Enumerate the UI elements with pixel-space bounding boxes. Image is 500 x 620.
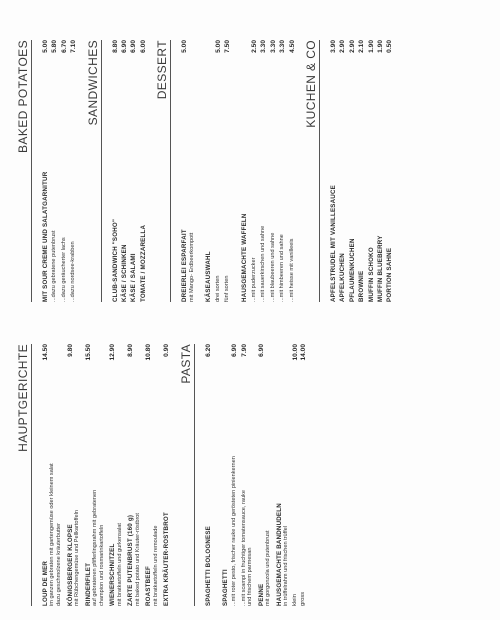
item-price: 15.50 [84, 344, 92, 361]
item-price: 1.90 [367, 40, 375, 53]
menu-item: ROASTBEEF mit bratkartoffeln und remoulade 10.80 [145, 344, 159, 606]
menu-item: ...dazu geräucherter lachs 6.70 [60, 40, 68, 302]
menu-item: BROWNIE 2.10 [358, 40, 366, 302]
section-heading-baked-potatoes: BAKED POTATOES [16, 40, 32, 302]
section-heading-kuchen: KUCHEN & CO [304, 40, 320, 302]
menu-item: ...mit heisse mit vanilleeis 4.50 [288, 40, 296, 302]
item-price: 5.00 [181, 40, 189, 53]
section-heading-sandwiches: SANDWICHES [86, 40, 102, 302]
menu-item: KÄSE / SCHINKEN 6.90 [121, 40, 129, 302]
item-price: 6.90 [231, 344, 239, 357]
item-price: 7.10 [70, 40, 78, 53]
menu-item: HAUSGEMACHTE BANDNUDELN in trüffelrahm und frischen trüffel [276, 503, 290, 606]
menu-item: KÄSE / SALAMI 6.90 [130, 40, 138, 302]
menu-item: PENNE mit gorgonzola und putenbrust 6.90 [258, 344, 272, 606]
menu-item: TOMATE / MOZZARELLA 6.00 [139, 40, 147, 302]
menu-item: ...dazu gebratene putenbrust 5.80 [51, 40, 59, 302]
menu-item: drei sorten 5.00 [214, 40, 222, 302]
item-price: 6.70 [60, 40, 68, 53]
item-price: 6.90 [121, 40, 129, 53]
item-price: 3.90 [329, 40, 337, 53]
item-price: 1.90 [376, 40, 384, 53]
size-option: klein 10.00 [292, 344, 299, 606]
menu-item: CLUB-SANDWICH "SOHO" 8.80 [111, 40, 119, 302]
menu-item: ...mit scampi in fruchtiger tomatensauce, rauke und frischem parmesan 7.90 [240, 344, 254, 606]
menu-item: HAUSGEMACHTE WAFFELN [241, 213, 249, 302]
menu-item: SPAGHETTI BOLOGNESE 6.20 [204, 344, 212, 606]
menu-item: APFELKUCHEN 2.90 [339, 40, 347, 302]
menu-item: ...mit blaubeeren und sahne 3.30 [269, 40, 277, 302]
menu-item: PFLAUMENKUCHEN 2.90 [348, 40, 356, 302]
item-price: 8.90 [127, 344, 135, 357]
item-price: 10.80 [145, 344, 153, 361]
item-price: 4.50 [288, 40, 296, 53]
size-option: gross 14.00 [300, 344, 308, 606]
item-price: 2.90 [348, 40, 356, 53]
item-price: 8.80 [111, 40, 119, 53]
section-baked-potatoes [42, 40, 78, 302]
menu-item: ...mit himbeeren und sahne 3.30 [279, 40, 287, 302]
item-price: 6.90 [130, 40, 138, 53]
menu-item: ...mit puderzucker 2.50 [250, 40, 258, 302]
item-price: 14.50 [42, 344, 49, 361]
menu-item: EXTRA KRÄUTER-ROSTBROT 0.90 [163, 344, 171, 606]
menu-item: RINDERFILET auf gebratenen pfifferlingsrahm mit gebratenen champion und rosmarinkartoffeln 15.50 [84, 344, 105, 606]
section-kuchen [330, 40, 394, 302]
section-heading-hauptgerichte: HAUPTGERICHTE [16, 344, 32, 606]
menu-item: PORTION SAHNE 0.50 [386, 40, 394, 302]
item-price: 2.50 [250, 40, 258, 53]
item-price: 6.90 [258, 344, 265, 357]
section-hauptgerichte [42, 344, 171, 606]
right-column [14, 40, 402, 302]
item-price: 5.80 [51, 40, 59, 53]
item-price: 5.00 [42, 40, 49, 53]
menu-item: ...mit roter pesto, frischer rauke und gerösteten pinienkernen 6.90 [231, 344, 239, 606]
item-price: 12.90 [109, 344, 117, 361]
item-price: 14.00 [300, 344, 308, 361]
section-dessert [181, 40, 296, 302]
item-price: 3.30 [260, 40, 268, 53]
item-price: 7.90 [240, 344, 248, 357]
item-price: 0.50 [386, 40, 394, 53]
item-price: 5.00 [214, 40, 222, 53]
menu-item: KÄSEAUSWAHL [205, 251, 213, 302]
menu-item: KÖNIGSBERGER KLOPSE mit Rübchengemüse und Pellkartoffeln 9.80 [66, 344, 80, 606]
left-column [14, 344, 316, 606]
item-price: 2.10 [358, 40, 366, 53]
menu-item: MUFFIN BLUEBERRY 1.90 [376, 40, 384, 302]
item-price: 10.00 [292, 344, 299, 361]
item-price: 0.90 [163, 344, 171, 357]
section-sandwiches [112, 40, 148, 302]
menu-item: SPAGHETTI [222, 569, 229, 606]
item-price: 3.30 [269, 40, 277, 53]
menu-item: fünf sorten 7.50 [224, 40, 232, 302]
menu-item: ...dazu nordsee-krabben 7.10 [70, 40, 78, 302]
menu-item: WIENERSCHNITZEL mit bratkartoffeln und gurkensalat 12.90 [109, 344, 123, 606]
menu-item: LOUP DE MER im ganzen gebraten mit gartengemüse oder kleinem salat dazu geschmolzene kräuterbutter 14.50 [42, 344, 62, 606]
menu-item: MUFFIN SCHOKO 1.90 [367, 40, 375, 302]
menu-item: ...mit sauerkirschen und sahne 3.30 [260, 40, 268, 302]
menu-item: MIT SOUR CREME UND SALATGARNITUR 5.00 [42, 40, 49, 302]
menu-item: APFELSTRUDEL MIT VANILLESAUCE 3.90 [329, 40, 337, 302]
menu-item: DREIERLEI ESPARFAIT mit Mango- Erdbeerkompott 5.00 [181, 40, 195, 302]
menu-item: ZARTE PUTENBRUST (160 g) mit baked potato und Kräuter-röstbrot 8.90 [127, 344, 141, 606]
item-price: 2.90 [339, 40, 347, 53]
section-heading-pasta: PASTA [179, 344, 195, 606]
item-price: 6.20 [204, 344, 212, 357]
section-pasta [205, 344, 308, 606]
item-price: 7.50 [224, 40, 232, 53]
item-price: 6.00 [139, 40, 147, 53]
section-heading-dessert: DESSERT [155, 40, 171, 302]
item-price: 9.80 [66, 344, 74, 357]
item-price: 3.30 [279, 40, 287, 53]
